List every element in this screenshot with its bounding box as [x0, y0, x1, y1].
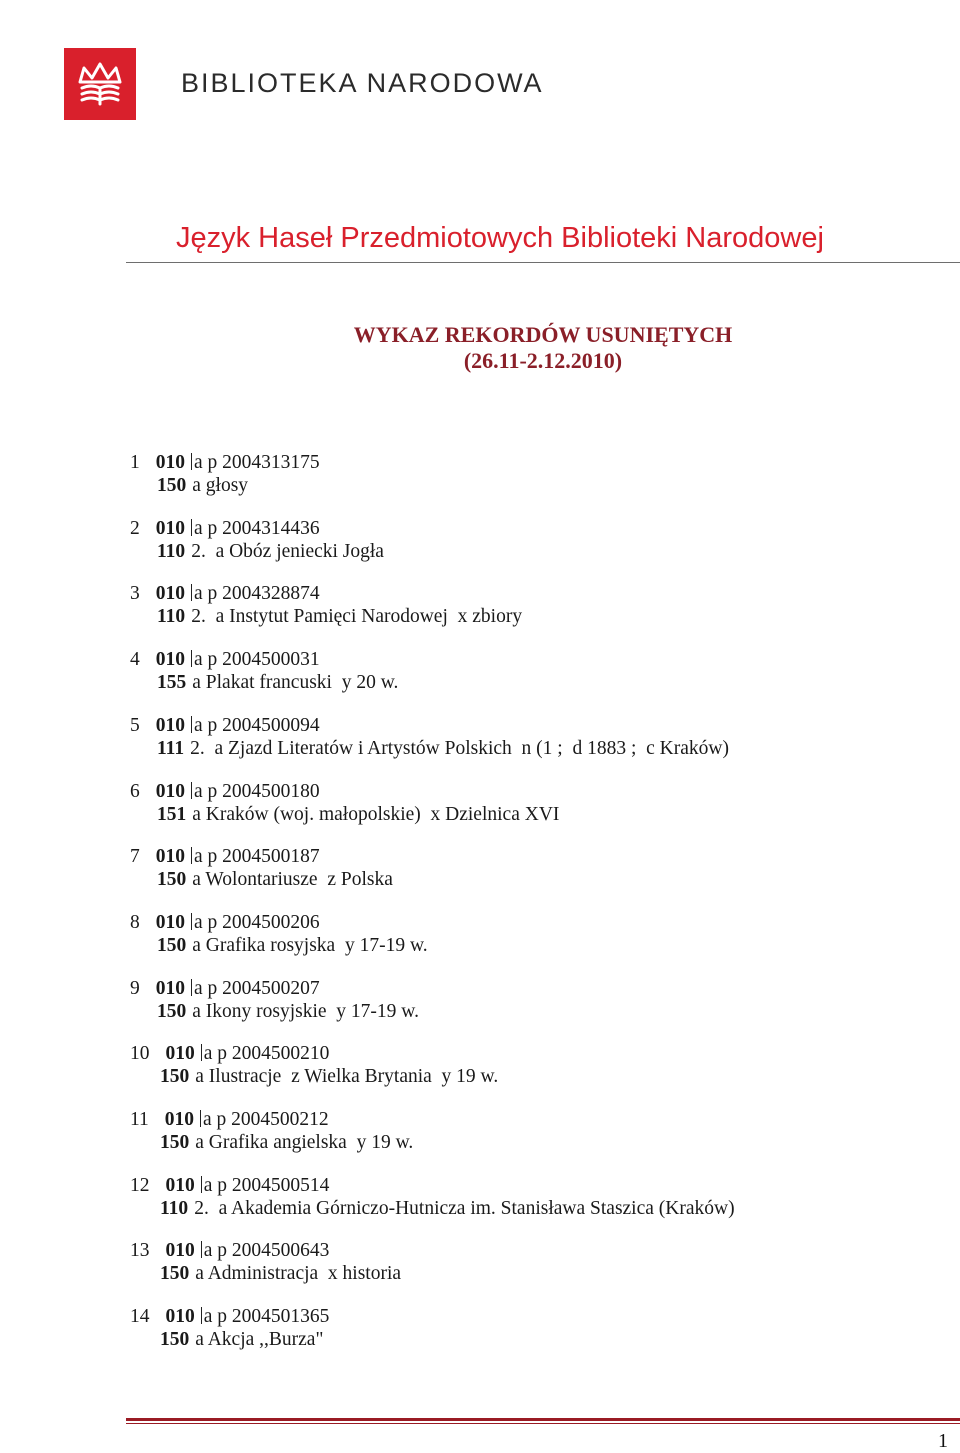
- field-value: a Ikony rosyjskie y 17-19 w.: [192, 1001, 419, 1022]
- field-value: 2. a Zjazd Literatów i Artystów Polskich n (1 ; d 1883 ; c Kraków): [190, 738, 729, 759]
- field-tag: 010: [165, 1240, 195, 1261]
- record-line-010: [130, 452, 320, 474]
- record-number: 8: [130, 912, 140, 933]
- field-value: a p 2004500514: [203, 1175, 330, 1196]
- subfield-delimiter: [201, 1241, 202, 1258]
- footer-divider: [126, 1418, 960, 1421]
- footer-divider-thin: [126, 1423, 960, 1424]
- record-line-010: [130, 649, 320, 671]
- record-line-heading: [157, 804, 559, 826]
- record-number: 13: [130, 1240, 150, 1261]
- record-line-heading: [160, 1329, 323, 1351]
- record-number: 10: [130, 1043, 150, 1064]
- record-line-heading: [157, 869, 393, 891]
- library-logo: [64, 48, 136, 120]
- field-tag: 111: [157, 738, 185, 759]
- field-value: a p 2004314436: [194, 518, 320, 539]
- record-number: 11: [130, 1109, 149, 1130]
- record-number: 14: [130, 1306, 150, 1327]
- subfield-delimiter: [191, 519, 192, 536]
- record-number: 9: [130, 978, 140, 999]
- record-line-010: [130, 912, 320, 934]
- record-number: 3: [130, 583, 140, 604]
- subfield-delimiter: [191, 453, 192, 470]
- field-tag: 010: [155, 912, 185, 933]
- section-heading: [290, 322, 796, 374]
- field-value: a p 2004500206: [194, 912, 320, 933]
- subfield-delimiter: [200, 1110, 201, 1127]
- subfield-delimiter: [191, 650, 192, 667]
- crown-book-icon: [64, 48, 136, 120]
- record-number: 4: [130, 649, 140, 670]
- field-tag: 150: [160, 1066, 190, 1087]
- field-value: a p 2004500207: [194, 978, 320, 999]
- record-line-010: [130, 715, 320, 737]
- record-number: 2: [130, 518, 140, 539]
- field-value: a p 2004500187: [194, 846, 320, 867]
- document-title: Język Haseł Przedmiotowych Biblioteki Narodowej: [176, 222, 824, 254]
- record-line-heading: [157, 606, 522, 628]
- field-value: a Grafika rosyjska y 17-19 w.: [192, 935, 428, 956]
- field-tag: 150: [157, 869, 187, 890]
- record-line-heading: [160, 1132, 413, 1154]
- field-value: a głosy: [192, 475, 249, 496]
- field-value: 2. a Obóz jeniecki Jogła: [191, 541, 384, 562]
- record-number: 12: [130, 1175, 150, 1196]
- record-line-010: [130, 1240, 329, 1262]
- record-number: 5: [130, 715, 140, 736]
- heading-line-1: WYKAZ REKORDÓW USUNIĘTYCH: [353, 322, 733, 347]
- field-value: 2. a Instytut Pamięci Narodowej x zbiory: [191, 606, 523, 627]
- subfield-delimiter: [191, 913, 192, 930]
- field-value: a Akcja ,,Burza": [195, 1329, 324, 1350]
- record-line-heading: [157, 475, 248, 497]
- title-divider: [126, 262, 960, 263]
- field-value: a p 2004500031: [194, 649, 320, 670]
- field-value: a p 2004500643: [203, 1240, 330, 1261]
- record-line-010: [130, 1175, 329, 1197]
- field-value: a p 2004500180: [194, 781, 320, 802]
- record-line-010: [130, 1109, 329, 1131]
- field-value: a p 2004500210: [203, 1043, 330, 1064]
- record-number: 7: [130, 846, 140, 867]
- field-tag: 010: [155, 583, 185, 604]
- field-tag: 010: [155, 715, 185, 736]
- subfield-delimiter: [191, 847, 192, 864]
- record-line-heading: [157, 541, 384, 563]
- record-line-heading: [160, 1198, 735, 1220]
- field-tag: 110: [157, 606, 186, 627]
- field-value: a Administracja x historia: [195, 1263, 402, 1284]
- subfield-delimiter: [191, 716, 192, 733]
- field-value: a Wolontariusze z Polska: [192, 869, 393, 890]
- record-line-heading: [157, 1001, 419, 1023]
- field-value: a p 2004500212: [203, 1109, 329, 1130]
- field-value: a p 2004500094: [194, 715, 320, 736]
- record-line-heading: [160, 1066, 498, 1088]
- record-line-heading: [157, 738, 729, 760]
- record-line-010: [130, 781, 320, 803]
- subfield-delimiter: [191, 782, 192, 799]
- field-tag: 010: [155, 649, 185, 670]
- field-tag: 150: [157, 475, 187, 496]
- heading-line-2: (26.11-2.12.2010): [463, 348, 623, 373]
- field-tag: 010: [155, 978, 185, 999]
- record-number: 1: [130, 452, 140, 473]
- record-line-010: [130, 978, 320, 1000]
- field-value: a Ilustracje z Wielka Brytania y 19 w.: [195, 1066, 499, 1087]
- field-tag: 010: [165, 1306, 195, 1327]
- field-value: 2. a Akademia Górniczo-Hutnicza im. Stanisława Staszica (Kraków): [194, 1198, 735, 1219]
- field-tag: 010: [155, 781, 185, 802]
- record-line-010: [130, 1306, 329, 1328]
- record-line-010: [130, 518, 320, 540]
- page-number: 1: [938, 1430, 948, 1452]
- field-value: a p 2004313175: [194, 452, 320, 473]
- field-tag: 150: [160, 1263, 190, 1284]
- field-tag: 151: [157, 804, 187, 825]
- subfield-delimiter: [191, 979, 192, 996]
- field-tag: 110: [157, 541, 186, 562]
- field-tag: 150: [160, 1132, 190, 1153]
- field-value: a Plakat francuski y 20 w.: [192, 672, 399, 693]
- field-value: a p 2004501365: [203, 1306, 330, 1327]
- record-line-heading: [157, 935, 428, 957]
- field-tag: 010: [155, 846, 185, 867]
- subfield-delimiter: [201, 1176, 202, 1193]
- field-tag: 010: [155, 518, 185, 539]
- record-line-010: [130, 583, 320, 605]
- field-tag: 010: [164, 1109, 195, 1130]
- field-tag: 150: [157, 1001, 187, 1022]
- field-tag: 150: [160, 1329, 190, 1350]
- record-line-010: [130, 1043, 329, 1065]
- record-number: 6: [130, 781, 140, 802]
- field-value: a Grafika angielska y 19 w.: [195, 1132, 414, 1153]
- field-tag: 010: [165, 1175, 195, 1196]
- field-tag: 150: [157, 935, 187, 956]
- subfield-delimiter: [191, 584, 192, 601]
- field-tag: 010: [155, 452, 185, 473]
- record-line-010: [130, 846, 320, 868]
- subfield-delimiter: [201, 1307, 202, 1324]
- field-tag: 010: [165, 1043, 195, 1064]
- field-value: a p 2004328874: [194, 583, 320, 604]
- brand-name: BIBLIOTEKA NARODOWA: [181, 68, 544, 98]
- field-tag: 155: [157, 672, 187, 693]
- record-line-heading: [157, 672, 398, 694]
- subfield-delimiter: [201, 1044, 202, 1061]
- field-tag: 110: [160, 1198, 189, 1219]
- record-line-heading: [160, 1263, 401, 1285]
- field-value: a Kraków (woj. małopolskie) x Dzielnica XVI: [192, 804, 560, 825]
